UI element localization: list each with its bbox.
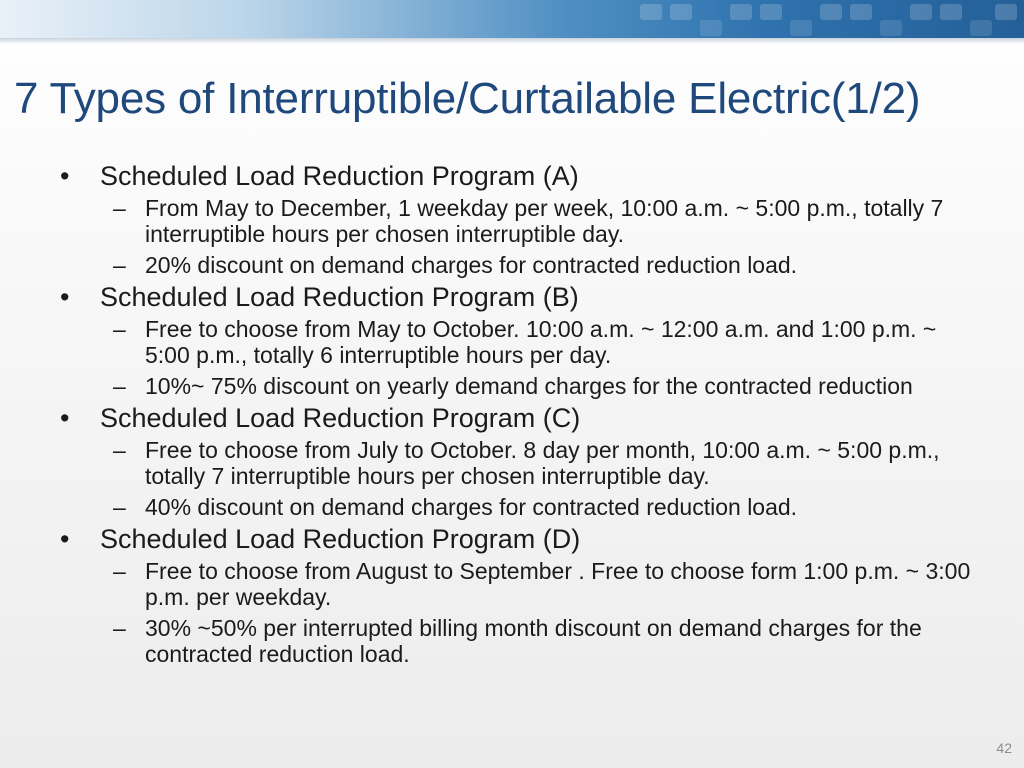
- header-shadow: [0, 38, 1024, 44]
- bullet-icon: •: [60, 161, 70, 191]
- sub-bullet-item: [0, 252, 1024, 278]
- header-tile: [820, 4, 842, 20]
- header-tile: [760, 4, 782, 20]
- sub-bullet-item: [0, 494, 1024, 520]
- page-number: 42: [996, 740, 1012, 756]
- bullet-item: [0, 402, 1024, 434]
- header-tile: [880, 20, 902, 36]
- header-tile: [700, 20, 722, 36]
- dash-icon: –: [113, 195, 126, 221]
- sub-bullet-item: [0, 373, 1024, 399]
- sub-bullet-text: 40% discount on demand charges for contracted reduction load.: [145, 494, 798, 520]
- sub-bullet-text: 30% ~50% per interrupted billing month discount on demand charges for the contracted reduction load.: [145, 615, 922, 667]
- header-band: [0, 0, 1024, 38]
- bullet-item: [0, 281, 1024, 313]
- slide-title: 7 Types of Interruptible/Curtailable Electric(1/2): [14, 74, 921, 123]
- sub-bullet-text: 20% discount on demand charges for contracted reduction load.: [145, 252, 798, 278]
- bullet-heading: Scheduled Load Reduction Program (D): [100, 524, 581, 554]
- slide-content: [0, 160, 1024, 667]
- dash-icon: –: [113, 373, 126, 399]
- header-tile: [670, 4, 692, 20]
- header-tile: [970, 20, 992, 36]
- bullet-item: [0, 160, 1024, 192]
- header-tile: [850, 4, 872, 20]
- header-tile: [995, 4, 1017, 20]
- header-tile: [790, 20, 812, 36]
- bullet-heading: Scheduled Load Reduction Program (A): [100, 161, 579, 191]
- sub-bullet-text: Free to choose from July to October. 8 day per month, 10:00 a.m. ~ 5:00 p.m., totally 7 interruptible hours per chosen interruptible day.: [145, 437, 940, 489]
- bullet-heading: Scheduled Load Reduction Program (B): [100, 282, 579, 312]
- sub-bullet-item: [0, 615, 1024, 667]
- dash-icon: –: [113, 252, 126, 278]
- dash-icon: –: [113, 558, 126, 584]
- sub-bullet-text: From May to December, 1 weekday per week, 10:00 a.m. ~ 5:00 p.m., totally 7 interruptible hours per chosen interruptible day.: [145, 195, 944, 247]
- header-tile: [910, 4, 932, 20]
- sub-bullet-item: [0, 195, 1024, 247]
- sub-bullet-item: [0, 558, 1024, 610]
- bullet-icon: •: [60, 282, 70, 312]
- dash-icon: –: [113, 437, 126, 463]
- sub-bullet-item: [0, 316, 1024, 368]
- bullet-icon: •: [60, 403, 70, 433]
- dash-icon: –: [113, 494, 126, 520]
- bullet-icon: •: [60, 524, 70, 554]
- dash-icon: –: [113, 615, 126, 641]
- header-tile: [730, 4, 752, 20]
- dash-icon: –: [113, 316, 126, 342]
- sub-bullet-text: 10%~ 75% discount on yearly demand charges for the contracted reduction: [145, 373, 913, 399]
- sub-bullet-text: Free to choose from August to September . Free to choose form 1:00 p.m. ~ 3:00 p.m. per weekday.: [145, 558, 971, 610]
- bullet-heading: Scheduled Load Reduction Program (C): [100, 403, 581, 433]
- sub-bullet-item: [0, 437, 1024, 489]
- header-tile: [940, 4, 962, 20]
- sub-bullet-text: Free to choose from May to October. 10:00 a.m. ~ 12:00 a.m. and 1:00 p.m. ~ 5:00 p.m., totally 6 interruptible hours per day.: [145, 316, 937, 368]
- bullet-item: [0, 523, 1024, 555]
- header-tile: [640, 4, 662, 20]
